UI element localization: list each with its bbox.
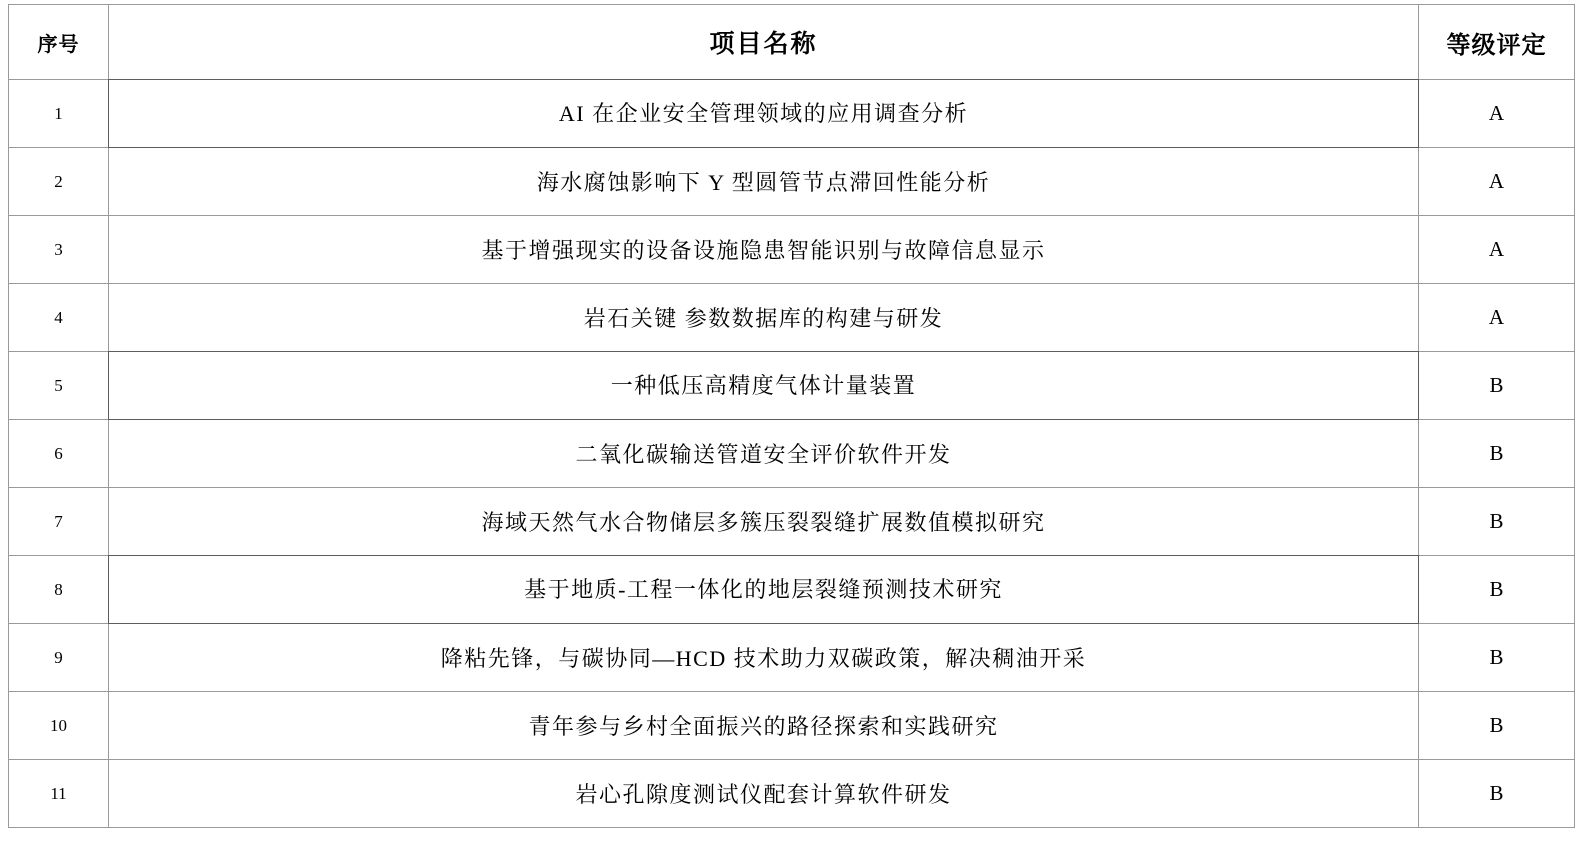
table-row: [9, 216, 1575, 284]
cell-row-number: 11: [9, 760, 109, 828]
table-row: [9, 148, 1575, 216]
table-row: [9, 80, 1575, 148]
cell-project-name: [109, 284, 1419, 352]
cell-grade: B: [1419, 352, 1575, 420]
grade-rating-table: [8, 4, 1575, 828]
table-row: [9, 624, 1575, 692]
project-name-text: 岩心孔隙度测试仪配套计算软件研发: [575, 782, 952, 807]
cell-project-name: [109, 760, 1419, 828]
cell-row-number: 9: [9, 624, 109, 692]
document-page: [0, 4, 1588, 844]
project-name-textbox: 基于地质-工程一体化的地层裂缝预测技术研究: [108, 555, 1419, 624]
cell-grade: B: [1419, 420, 1575, 488]
cell-project-name: [109, 556, 1419, 624]
project-name-textbox: AI 在企业安全管理领域的应用调查分析: [108, 79, 1419, 148]
cell-grade: A: [1419, 148, 1575, 216]
table-row: [9, 760, 1575, 828]
table-row: [9, 692, 1575, 760]
table-header-row: [9, 5, 1575, 80]
cell-project-name: [109, 216, 1419, 284]
column-header-project-name: 项目名称: [109, 5, 1419, 80]
column-header-grade: 等级评定: [1419, 5, 1575, 80]
cell-row-number: 3: [9, 216, 109, 284]
table-row: [9, 488, 1575, 556]
project-name-textbox: 一种低压高精度气体计量装置: [108, 351, 1419, 420]
table-row: [9, 352, 1575, 420]
table-row: [9, 284, 1575, 352]
table-row: [9, 420, 1575, 488]
cell-row-number: 1: [9, 80, 109, 148]
cell-project-name: [109, 352, 1419, 420]
cell-row-number: 2: [9, 148, 109, 216]
cell-grade: A: [1419, 80, 1575, 148]
project-name-text: 二氧化碳输送管道安全评价软件开发: [575, 442, 952, 467]
cell-project-name: [109, 80, 1419, 148]
table-row: [9, 556, 1575, 624]
cell-project-name: [109, 488, 1419, 556]
project-name-text: 海域天然气水合物储层多簇压裂裂缝扩展数值模拟研究: [481, 510, 1046, 535]
cell-row-number: 8: [9, 556, 109, 624]
cell-project-name: [109, 692, 1419, 760]
cell-grade: B: [1419, 760, 1575, 828]
project-name-text: 青年参与乡村全面振兴的路径探索和实践研究: [528, 714, 999, 739]
cell-row-number: 5: [9, 352, 109, 420]
column-header-no: 序号: [9, 5, 109, 80]
project-name-text: 基于增强现实的设备设施隐患智能识别与故障信息显示: [481, 238, 1046, 263]
project-name-text: 降粘先锋，与碳协同—HCD 技术助力双碳政策，解决稠油开采: [440, 646, 1087, 671]
cell-grade: B: [1419, 692, 1575, 760]
cell-project-name: [109, 624, 1419, 692]
cell-grade: A: [1419, 284, 1575, 352]
cell-row-number: 10: [9, 692, 109, 760]
cell-row-number: 7: [9, 488, 109, 556]
cell-grade: B: [1419, 488, 1575, 556]
cell-grade: B: [1419, 624, 1575, 692]
table-body: [9, 80, 1575, 828]
cell-row-number: 4: [9, 284, 109, 352]
cell-grade: A: [1419, 216, 1575, 284]
project-name-text: 岩石关键 参数数据库的构建与研发: [583, 306, 944, 331]
cell-row-number: 6: [9, 420, 109, 488]
cell-project-name: [109, 420, 1419, 488]
cell-project-name: [109, 148, 1419, 216]
project-name-text: 海水腐蚀影响下 Y 型圆管节点滞回性能分析: [536, 170, 991, 195]
cell-grade: B: [1419, 556, 1575, 624]
